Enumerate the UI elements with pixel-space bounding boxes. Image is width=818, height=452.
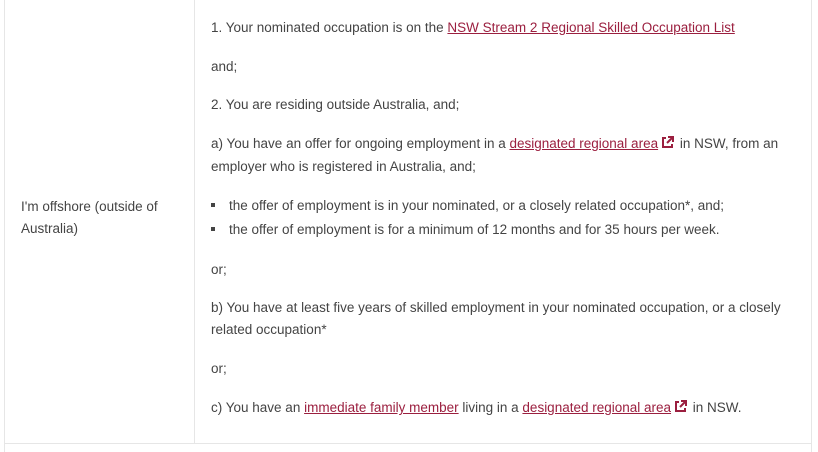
immediate-family-member-link[interactable]: immediate family member bbox=[304, 400, 459, 415]
criteria-item-b: b) You have at least five years of skilled employment in your nominated occupation, or a closely related occupation* bbox=[211, 300, 781, 337]
bullet-icon bbox=[211, 227, 215, 231]
designated-regional-area-link[interactable]: designated regional area bbox=[522, 400, 672, 415]
list-item bbox=[211, 195, 724, 217]
criteria-item-c bbox=[211, 397, 742, 420]
criteria-item-c-text: c) You have an bbox=[211, 400, 305, 415]
and-text: and; bbox=[211, 59, 238, 74]
row-label: I'm offshore (outside of Australia) bbox=[21, 199, 158, 236]
criteria-item-1-text: 1. Your nominated occupation is on the bbox=[211, 20, 448, 35]
criteria-item-a bbox=[211, 133, 801, 178]
table-row bbox=[5, 0, 811, 444]
list-item-text: the offer of employment is in your nominated, or a closely related occupation*, and; bbox=[229, 198, 725, 213]
criteria-item-c-mid: living in a bbox=[458, 400, 523, 415]
designated-regional-area-link[interactable]: designated regional area bbox=[509, 136, 659, 151]
bullet-icon bbox=[211, 203, 215, 207]
table-cell-location bbox=[5, 0, 195, 443]
or-text: or; bbox=[211, 361, 227, 376]
criteria-item-2: 2. You are residing outside Australia, and; bbox=[211, 97, 460, 112]
list-item bbox=[211, 219, 720, 241]
criteria-item-c-suffix: in NSW. bbox=[689, 400, 742, 415]
external-link-icon[interactable] bbox=[661, 134, 674, 156]
table-cell-criteria bbox=[195, 0, 811, 443]
criteria-item-a-suffix: in NSW, from an employer who is registered in Australia, and; bbox=[211, 136, 779, 174]
criteria-item-a-text: a) You have an offer for ongoing employment in a bbox=[211, 136, 510, 151]
external-link-icon[interactable] bbox=[674, 398, 687, 420]
list-item-text: the offer of employment is for a minimum of 12 months and for 35 hours per week. bbox=[229, 222, 720, 237]
or-text: or; bbox=[211, 262, 227, 277]
occupation-list-link[interactable]: NSW Stream 2 Regional Skilled Occupation List bbox=[447, 20, 735, 35]
criteria-table bbox=[4, 0, 812, 452]
criteria-item-1 bbox=[211, 17, 735, 39]
